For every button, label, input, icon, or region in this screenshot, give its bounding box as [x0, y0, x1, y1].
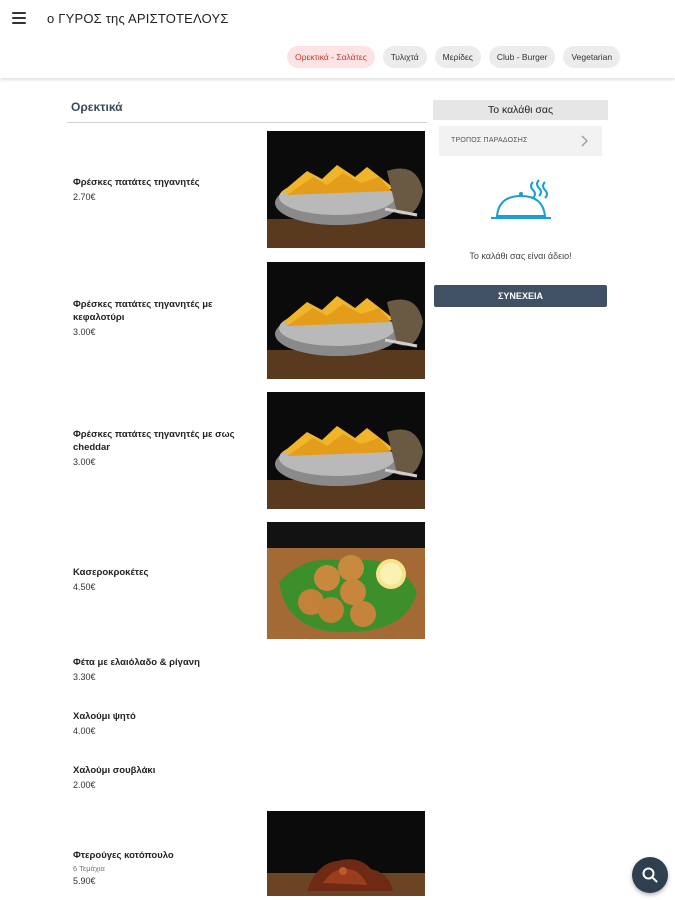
category-tab-portions[interactable]: Μερίδες [435, 46, 481, 68]
item-price: 5.90€ [73, 876, 96, 886]
fries-image [267, 131, 425, 248]
delivery-method-label: ΤΡΟΠΟΣ ΠΑΡΑΔΟΣΗΣ [451, 137, 528, 144]
item-price: 3.00€ [73, 327, 96, 337]
menu-item[interactable] [67, 522, 427, 639]
hamburger-menu-icon[interactable] [12, 12, 26, 24]
item-price: 2.00€ [73, 780, 96, 790]
category-tab-vegetarian[interactable]: Vegetarian [563, 46, 620, 68]
item-price: 4.00€ [73, 726, 96, 736]
category-tab-club-burger[interactable]: Club - Burger [489, 46, 556, 68]
item-name: Φέτα με ελαιόλαδο & ρίγανη [73, 657, 200, 668]
item-name: Φτερούγες κοτόπουλο [73, 850, 174, 861]
menu-item[interactable] [67, 710, 427, 746]
croquettes-image [267, 522, 425, 639]
item-name: Χαλούμι σουβλάκι [73, 765, 156, 776]
section-title: Ορεκτικά [67, 96, 427, 123]
item-price: 3.00€ [73, 457, 96, 467]
search-icon [632, 857, 668, 893]
item-name: Κασεροκροκέτες [73, 567, 149, 578]
item-name: Χαλούμι ψητό [73, 711, 136, 722]
delivery-method-selector[interactable] [439, 126, 602, 156]
wings-image [267, 811, 425, 896]
category-tab-wraps[interactable]: Τυλιχτά [383, 46, 427, 68]
food-cloche-icon [489, 178, 553, 226]
app-title: ο ΓΥΡΟΣ της ΑΡΙΣΤΟΤΕΛΟΥΣ [47, 11, 229, 26]
fries-image [267, 392, 425, 509]
menu-item[interactable] [67, 811, 427, 896]
item-name: Φρέσκες πατάτες τηγανητές με κεφαλοτύρι [73, 299, 213, 323]
menu-item[interactable] [67, 262, 427, 379]
menu-item[interactable] [67, 656, 427, 692]
fries-image [267, 262, 425, 379]
cart-empty-message: Το καλάθι σας είναι άδειο! [469, 251, 572, 261]
cart-panel [433, 100, 608, 301]
menu-item[interactable] [67, 764, 427, 800]
item-price: 3.30€ [73, 672, 96, 682]
chevron-right-icon [580, 135, 588, 147]
menu-items [67, 0, 427, 900]
menu-item[interactable] [67, 392, 427, 509]
search-fab-button[interactable] [632, 857, 668, 893]
item-price: 2.70€ [73, 192, 96, 202]
menu-item[interactable] [67, 131, 427, 248]
continue-button[interactable]: ΣΥΝΕΧΕΙΑ [434, 285, 607, 307]
item-name: Φρέσκες πατάτες τηγανητές [73, 177, 200, 188]
item-name: Φρέσκες πατάτες τηγανητές με σως cheddar [73, 429, 235, 453]
cart-title: Το καλάθι σας [433, 100, 608, 120]
category-tab-appetizers-salads[interactable]: Ορεκτικά - Σαλάτες [287, 46, 375, 68]
item-price: 4.50€ [73, 582, 96, 592]
item-description: 6 Τεμάχια [73, 864, 105, 873]
